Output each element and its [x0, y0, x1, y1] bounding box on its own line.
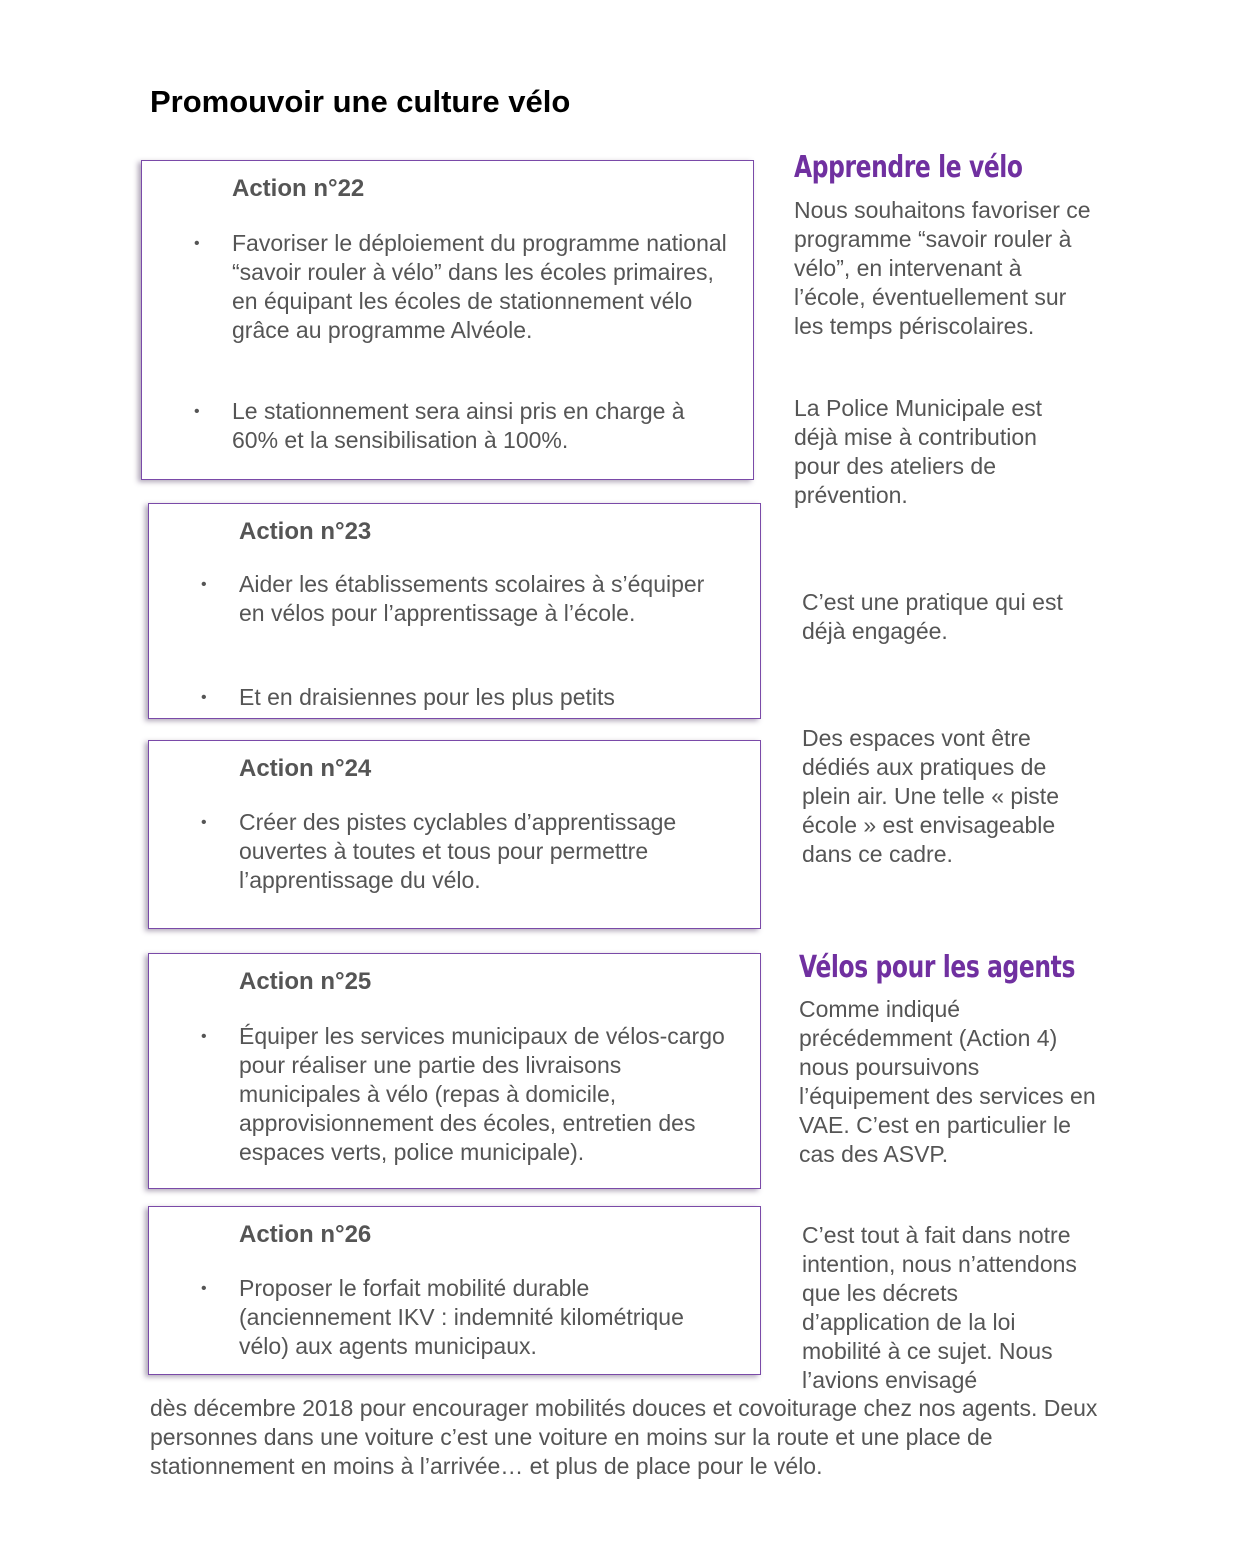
action-title: Action n°23 [239, 518, 372, 545]
action-title: Action n°25 [239, 968, 372, 995]
action-bullet: Aider les établissements scolaires à s’équiper en vélos pour l’apprentissage à l’école. [239, 571, 705, 626]
action-bullet: Le stationnement sera ainsi pris en charge à 60% et la sensibilisation à 100%. [232, 398, 685, 453]
action-bullet: Et en draisiennes pour les plus petits [239, 684, 615, 710]
side-paragraph: C’est tout à fait dans notre intention, nous n’attendons que les décrets d’application de la loi mobilité à ce sujet. Nous l’avions envisagé [802, 1222, 1077, 1393]
action-bullet: Proposer le forfait mobilité durable (anciennement IKV : indemnité kilométrique vélo) aux agents municipaux. [239, 1275, 684, 1359]
bullet-icon: • [201, 814, 207, 831]
action-bullet: Favoriser le déploiement du programme national “savoir rouler à vélo” dans les écoles primaires, en équipant les écoles de stationnement vélo grâce au programme Alvéole. [232, 230, 727, 343]
action-title: Action n°22 [232, 175, 365, 202]
bullet-icon: • [194, 235, 200, 252]
bullet-icon: • [201, 1280, 207, 1297]
action-box-25 [148, 953, 761, 1189]
side-paragraph: Nous souhaitons favoriser ce programme “savoir rouler à vélo”, en intervenant à l’école, éventuellement sur les temps périscolaires. [794, 197, 1091, 339]
bullet-icon: • [194, 403, 200, 420]
action-bullet: Créer des pistes cyclables d’apprentissage ouvertes à toutes et tous pour permettre l’apprentissage du vélo. [239, 809, 677, 893]
side-paragraph: La Police Municipale est déjà mise à contribution pour des ateliers de prévention. [794, 395, 1043, 508]
footer-paragraph: dès décembre 2018 pour encourager mobilités douces et covoiturage chez nos agents. Deux personnes dans une voiture c’est une voiture en moins sur la route et une place de stationnement en moins à l’arrivée… et plus de place pour le vélo. [150, 1395, 1098, 1479]
action-box-23 [148, 503, 761, 719]
action-box-22 [141, 160, 754, 480]
side-paragraph: Des espaces vont être dédiés aux pratiques de plein air. Une telle « piste école » est envisageable dans ce cadre. [802, 725, 1059, 867]
action-box-24 [148, 740, 761, 929]
bullet-icon: • [201, 576, 207, 593]
page-title: Promouvoir une culture vélo [150, 84, 571, 119]
action-box-26 [148, 1206, 761, 1375]
action-title: Action n°26 [239, 1221, 372, 1248]
action-bullet: Équiper les services municipaux de vélos-cargo pour réaliser une partie des livraisons municipales à vélo (repas à domicile, approvisionnement des écoles, entretien des espaces verts, police municipale). [239, 1023, 725, 1165]
side-paragraph: Comme indiqué précédemment (Action 4) nous poursuivons l’équipement des services en VAE. C’est en particulier le cas des ASVP. [799, 996, 1096, 1167]
section-heading-agents: Vélos pour les agents [799, 950, 1076, 985]
side-paragraph: C’est une pratique qui est déjà engagée. [802, 589, 1063, 644]
section-heading-learn: Apprendre le vélo [794, 150, 1023, 185]
action-title: Action n°24 [239, 755, 372, 782]
bullet-icon: • [201, 689, 207, 706]
bullet-icon: • [201, 1028, 207, 1045]
